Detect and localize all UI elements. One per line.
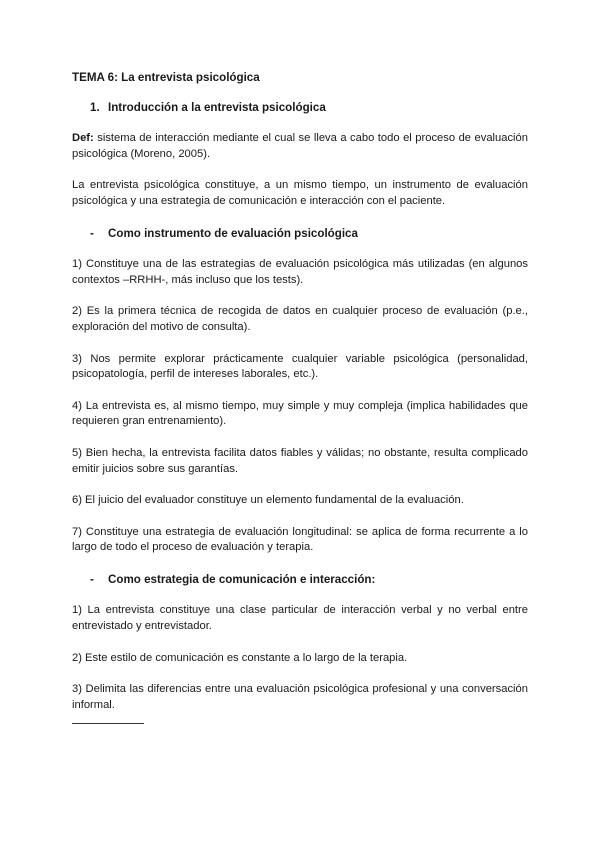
- intro-paragraph: La entrevista psicológica constituye, a un mismo tiempo, un instrumento de evaluación psicológica y una estrategia de comunicación e interacción con el paciente.: [72, 179, 528, 207]
- list-item: 1) Constituye una de las estrategias de evaluación psicológica más utilizadas (en algunos contextos –RRHH-, más incluso que los tests).: [72, 258, 528, 286]
- section-number: 1.: [90, 100, 100, 114]
- list-item: 7) Constituye una estrategia de evaluación longitudinal: se aplica de forma recurrente a lo largo de todo el proceso de evaluación y terapia.: [72, 525, 528, 554]
- list-item: 3) Nos permite explorar prácticamente cualquier variable psicológica (personalidad, psicopatología, perfil de intereses laborales, etc.).: [72, 352, 528, 381]
- footnote-separator-line: [72, 723, 144, 724]
- bullet-dash: -: [90, 226, 94, 240]
- list-item: 1) La entrevista constituye una clase particular de interacción verbal y no verbal entre entrevistado y entrevistador.: [72, 604, 528, 633]
- list-item: 3) Delimita las diferencias entre una evaluación psicológica profesional y una conversación informal.: [72, 683, 528, 711]
- list-item: 2) Este estilo de comunicación es constante a lo largo de la terapia.: [72, 651, 408, 664]
- section-title: Introducción a la entrevista psicológica: [108, 100, 326, 114]
- definition-label: Def:: [72, 132, 94, 145]
- section-heading-1: [72, 100, 528, 116]
- list-item: 5) Bien hecha, la entrevista facilita datos fiables y válidas; no obstante, resulta complicado emitir juicios sobre sus garantías.: [72, 446, 528, 475]
- subsection-heading-instrument: [72, 226, 528, 242]
- subsection-title: Como instrumento de evaluación psicológica: [108, 226, 358, 240]
- list-item: 2) Es la primera técnica de recogida de datos en cualquier proceso de evaluación (p.e., exploración del motivo de consulta).: [72, 305, 528, 333]
- list-item: 6) El juicio del evaluador constituye un elemento fundamental de la evaluación.: [72, 494, 464, 507]
- document-title: TEMA 6: La entrevista psicológica: [72, 71, 260, 84]
- definition-paragraph: [72, 131, 528, 162]
- list-item: 4) La entrevista es, al mismo tiempo, muy simple y muy compleja (implica habilidades que requieren gran entrenamiento).: [72, 399, 528, 428]
- subsection-heading-communication: [72, 572, 528, 588]
- bullet-dash: -: [90, 572, 94, 586]
- definition-text: sistema de interacción mediante el cual se lleva a cabo todo el proceso de evaluación psicológica (Moreno, 2005).: [72, 132, 528, 160]
- subsection-title: Como estrategia de comunicación e interacción:: [108, 572, 376, 586]
